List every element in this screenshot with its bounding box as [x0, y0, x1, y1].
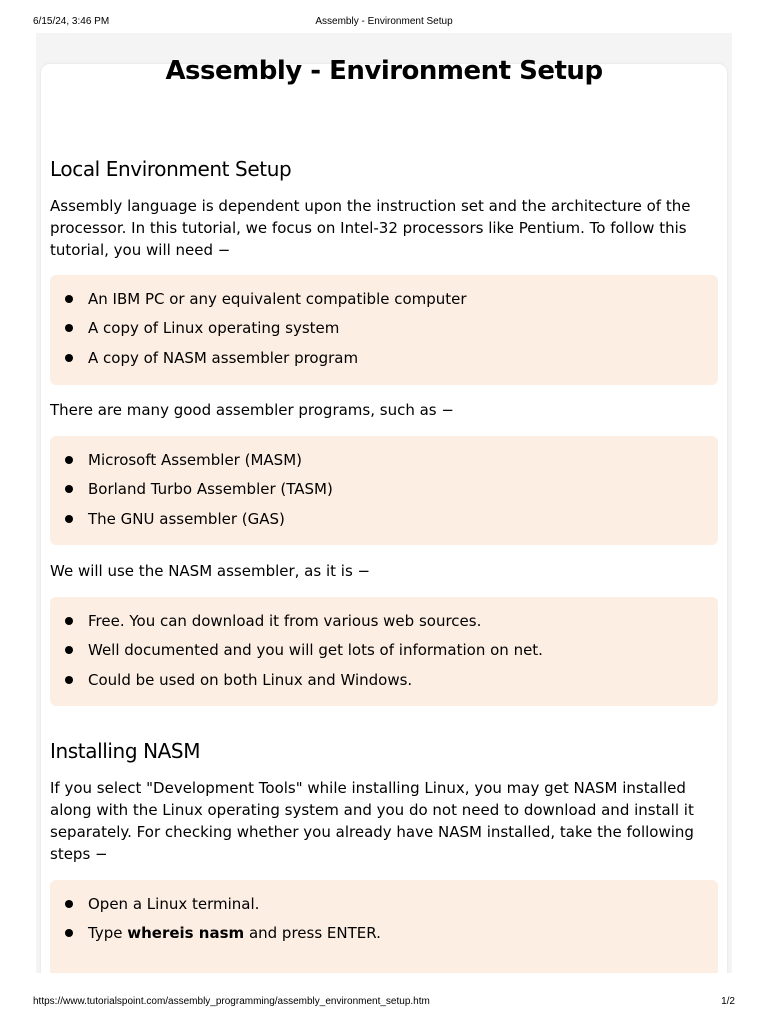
page-url: https://www.tutorialspoint.com/assembly_programming/assembly_environment_setup.htm: [33, 996, 430, 1007]
bullet-icon: [65, 617, 73, 625]
bullet-icon: [65, 929, 73, 937]
list-item: An IBM PC or any equivalent compatible computer: [50, 288, 718, 317]
command-text: whereis nasm: [127, 924, 245, 943]
page-number: 1/2: [721, 996, 735, 1007]
list-item: Type whereis nasm and press ENTER.: [50, 922, 718, 951]
requirements-box: [50, 275, 718, 385]
bullet-icon: [65, 324, 73, 332]
steps-box: [50, 880, 718, 973]
intro-paragraph: Assembly language is dependent upon the instruction set and the architecture of the processor. In this tutorial, we focus on Intel-32 processors like Pentium. To follow this tutorial, you will need −: [50, 197, 691, 259]
steps-list: [50, 880, 718, 952]
bullet-icon: [65, 485, 73, 493]
list-item: Microsoft Assembler (MASM): [50, 449, 718, 478]
nasm-reasons-box: [50, 597, 718, 706]
print-title: Assembly - Environment Setup: [315, 16, 453, 27]
list-item: A copy of NASM assembler program: [50, 347, 718, 376]
nasm-reasons-list: [50, 597, 718, 698]
requirements-list: [50, 275, 718, 376]
bullet-icon: [65, 646, 73, 654]
list-item: Borland Turbo Assembler (TASM): [50, 478, 718, 507]
bullet-icon: [65, 900, 73, 908]
print-date: 6/15/24, 3:46 PM: [33, 16, 110, 27]
bullet-icon: [65, 295, 73, 303]
print-header: [33, 16, 735, 30]
list-item: Well documented and you will get lots of information on net.: [50, 639, 718, 668]
list-item: A copy of Linux operating system: [50, 317, 718, 346]
list-item: Could be used on both Linux and Windows.: [50, 669, 718, 698]
list-item: The GNU assembler (GAS): [50, 508, 718, 537]
page-title: Assembly - Environment Setup: [165, 56, 603, 86]
section-heading-installing-nasm: Installing NASM: [50, 739, 201, 763]
assemblers-list: [50, 436, 718, 537]
assemblers-intro: There are many good assembler programs, such as −: [50, 401, 454, 419]
nasm-intro: We will use the NASM assembler, as it is −: [50, 562, 371, 580]
list-item: Free. You can download it from various web sources.: [50, 610, 718, 639]
bullet-icon: [65, 515, 73, 523]
bullet-icon: [65, 676, 73, 684]
bullet-icon: [65, 354, 73, 362]
assemblers-box: [50, 436, 718, 545]
print-footer: [33, 996, 735, 1010]
section-heading-local-environment: Local Environment Setup: [50, 157, 292, 181]
list-item: Open a Linux terminal.: [50, 893, 718, 922]
installing-paragraph: If you select "Development Tools" while installing Linux, you may get NASM installed along with the Linux operating system and you do not need to download and install it separately. For checking whether you already have NASM installed, take the following steps −: [50, 779, 694, 863]
bullet-icon: [65, 456, 73, 464]
